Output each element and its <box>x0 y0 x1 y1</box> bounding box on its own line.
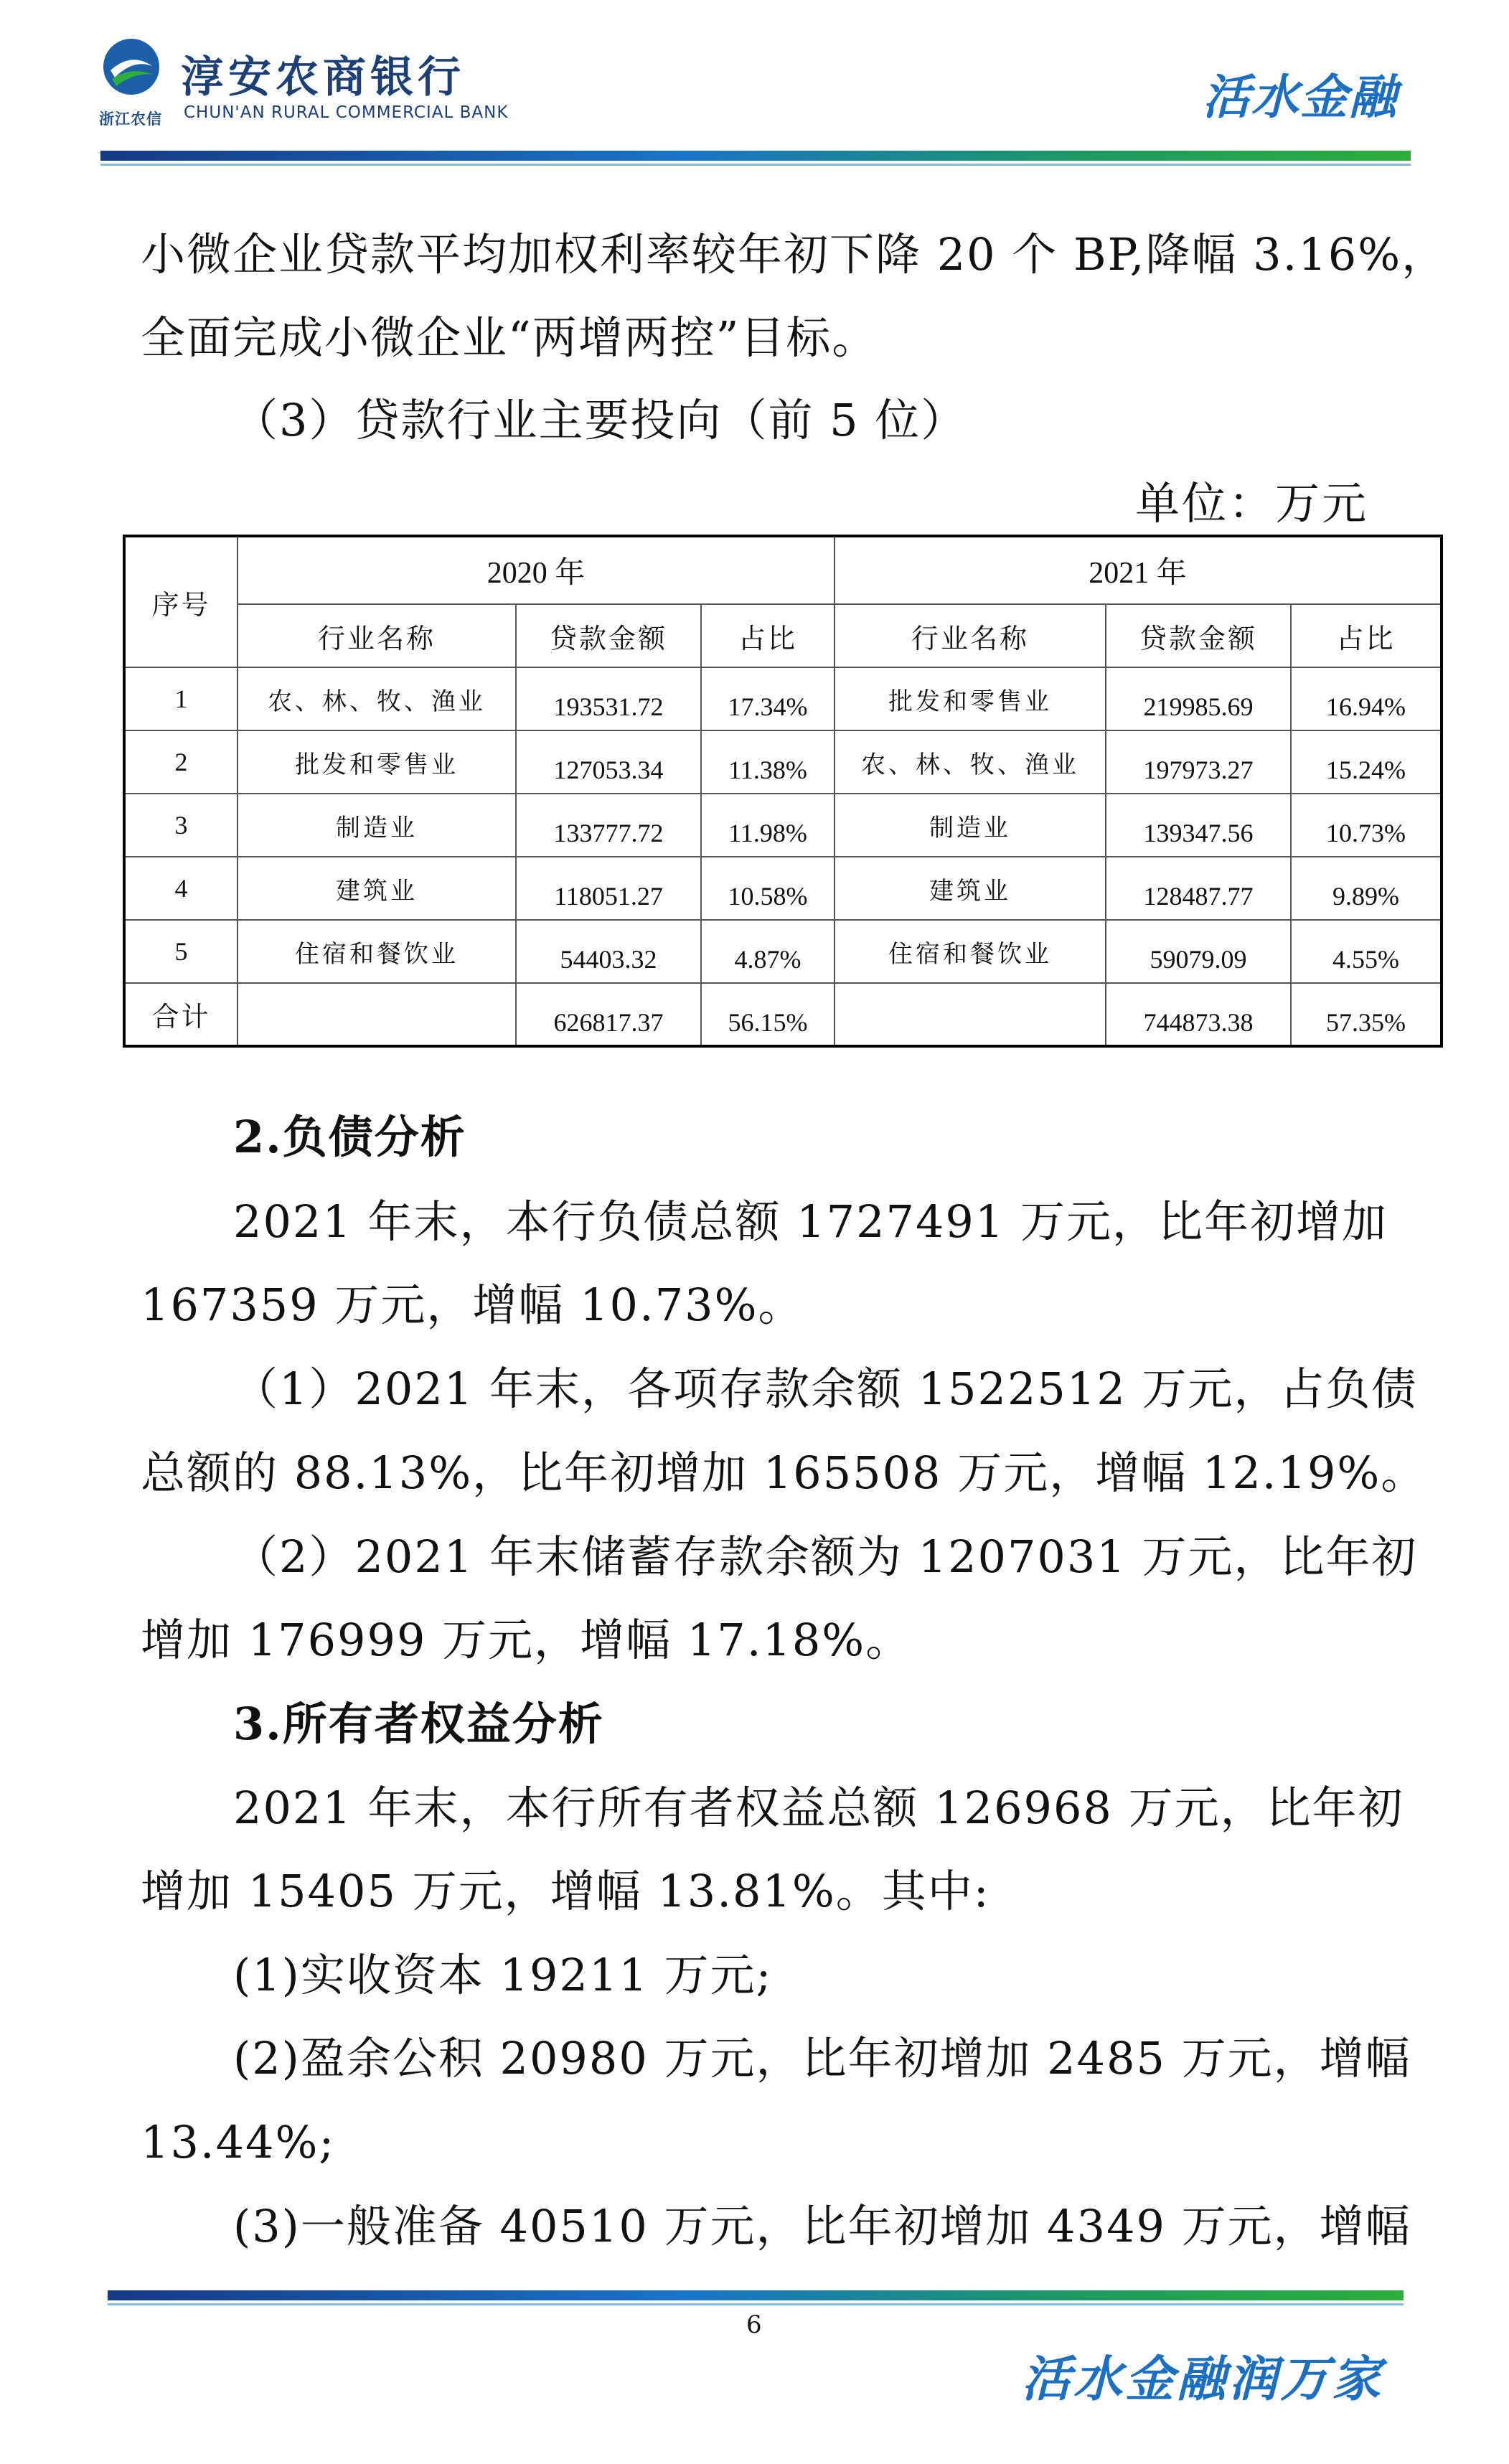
unit-label: 单位：万元 <box>1134 477 1368 530</box>
table-row <box>124 730 1442 794</box>
paragraph-line: 总额的 88.13%，比年初增加 165508 万元，增幅 12.19%。 <box>141 1447 1427 1499</box>
cell-amount-2020: 133777.72 <box>516 794 701 857</box>
paragraph-line: 2021 年末，本行所有者权益总额 126968 万元，比年初 <box>233 1782 1404 1834</box>
bank-logo-icon <box>102 37 161 96</box>
paragraph-line: 全面完成小微企业“两增两控”目标。 <box>141 311 878 364</box>
cell-ratio-2020: 11.98% <box>701 794 835 857</box>
cell-amount-2021: 197973.27 <box>1106 730 1291 794</box>
cell-amount-2021: 139347.56 <box>1106 794 1291 857</box>
section-heading-equity: 3.所有者权益分析 <box>233 1698 604 1750</box>
cell-industry-2020: 制造业 <box>238 794 516 857</box>
header-industry-2020: 行业名称 <box>238 604 516 667</box>
table-row <box>124 667 1442 730</box>
header-amount-2020: 贷款金额 <box>516 604 701 667</box>
cell-industry-2021: 制造业 <box>835 794 1106 857</box>
logo-subtitle: 浙江农信 <box>99 110 162 128</box>
cell-industry-2020: 农、林、牧、渔业 <box>238 667 516 730</box>
page-number: 6 <box>746 2310 762 2339</box>
cell-ratio-2020: 11.38% <box>701 730 835 794</box>
cell-empty <box>835 983 1106 1046</box>
cell-ratio-2021: 15.24% <box>1291 730 1442 794</box>
paragraph-line: （2）2021 年末储蓄存款余额为 1207031 万元，比年初 <box>233 1530 1418 1583</box>
cell-industry-2020: 住宿和餐饮业 <box>238 920 516 983</box>
table-row <box>124 857 1442 920</box>
cell-amount-2020: 118051.27 <box>516 857 701 920</box>
cell-ratio-2021: 9.89% <box>1291 857 1442 920</box>
header-seq: 序号 <box>124 536 238 667</box>
cell-amount-2020: 193531.72 <box>516 667 701 730</box>
cell-total-ratio-2020: 56.15% <box>701 983 835 1046</box>
header-rule-thin <box>100 164 1411 166</box>
header-rule <box>100 151 1411 161</box>
cell-amount-2021: 219985.69 <box>1106 667 1291 730</box>
cell-ratio-2021: 10.73% <box>1291 794 1442 857</box>
cell-ratio-2020: 17.34% <box>701 667 835 730</box>
cell-seq: 5 <box>124 920 238 983</box>
paragraph-line: 13.44%; <box>141 2116 336 2168</box>
header-ratio-2021: 占比 <box>1291 604 1442 667</box>
paragraph-line: (3)一般准备 40510 万元，比年初增加 4349 万元，增幅 <box>233 2200 1411 2252</box>
header-amount-2021: 贷款金额 <box>1106 604 1291 667</box>
cell-amount-2021: 59079.09 <box>1106 920 1291 983</box>
cell-seq: 3 <box>124 794 238 857</box>
cell-seq: 2 <box>124 730 238 794</box>
cell-industry-2021: 建筑业 <box>835 857 1106 920</box>
header-ratio-2020: 占比 <box>701 604 835 667</box>
cell-industry-2021: 农、林、牧、渔业 <box>835 730 1106 794</box>
bank-name-en: CHUN'AN RURAL COMMERCIAL BANK <box>184 103 509 122</box>
header-industry-2021: 行业名称 <box>835 604 1106 667</box>
paragraph-line: 167359 万元，增幅 10.73%。 <box>141 1279 804 1331</box>
cell-total-amount-2021: 744873.38 <box>1106 983 1291 1046</box>
paragraph-line: 2021 年末，本行负债总额 1727491 万元，比年初增加 <box>233 1195 1388 1248</box>
cell-industry-2021: 住宿和餐饮业 <box>835 920 1106 983</box>
footer-slogan: 活水金融润万家 <box>1021 2351 1383 2408</box>
header-slogan: 活水金融 <box>1203 69 1398 125</box>
table-header-row <box>124 536 1442 604</box>
paragraph-line: （1）2021 年末，各项存款余额 1522512 万元，占负债 <box>233 1363 1418 1415</box>
footer-rule-thin <box>108 2303 1404 2305</box>
cell-total-ratio-2021: 57.35% <box>1291 983 1442 1046</box>
header-year-2020: 2020 年 <box>238 536 835 604</box>
loan-industry-table <box>123 535 1443 1048</box>
page-header <box>0 0 1509 172</box>
table-total-row <box>124 983 1442 1046</box>
cell-total-amount-2020: 626817.37 <box>516 983 701 1046</box>
cell-industry-2020: 建筑业 <box>238 857 516 920</box>
cell-ratio-2020: 10.58% <box>701 857 835 920</box>
header-year-2021: 2021 年 <box>835 536 1442 604</box>
paragraph-line: 小微企业贷款平均加权利率较年初下降 20 个 BP,降幅 3.16%， <box>141 228 1448 281</box>
cell-ratio-2021: 16.94% <box>1291 667 1442 730</box>
cell-industry-2021: 批发和零售业 <box>835 667 1106 730</box>
table-row <box>124 794 1442 857</box>
section-heading-liabilities: 2.负债分析 <box>233 1111 466 1163</box>
footer-rule <box>108 2290 1404 2300</box>
section-heading: （3）贷款行业主要投向（前 5 位） <box>233 394 967 446</box>
cell-seq: 1 <box>124 667 238 730</box>
cell-amount-2020: 127053.34 <box>516 730 701 794</box>
paragraph-line: 增加 15405 万元，增幅 13.81%。其中: <box>141 1865 990 1917</box>
cell-empty <box>238 983 516 1046</box>
paragraph-line: (2)盈余公积 20980 万元，比年初增加 2485 万元，增幅 <box>233 2032 1411 2084</box>
table-subheader-row <box>124 604 1442 667</box>
cell-seq: 4 <box>124 857 238 920</box>
cell-ratio-2021: 4.55% <box>1291 920 1442 983</box>
bank-name-cn: 淳安农商银行 <box>181 52 465 103</box>
cell-amount-2020: 54403.32 <box>516 920 701 983</box>
cell-industry-2020: 批发和零售业 <box>238 730 516 794</box>
cell-ratio-2020: 4.87% <box>701 920 835 983</box>
cell-total-label: 合计 <box>124 983 238 1046</box>
cell-amount-2021: 128487.77 <box>1106 857 1291 920</box>
paragraph-line: (1)实收资本 19211 万元; <box>233 1949 773 2001</box>
paragraph-line: 增加 176999 万元，增幅 17.18%。 <box>141 1614 912 1666</box>
table-row <box>124 920 1442 983</box>
